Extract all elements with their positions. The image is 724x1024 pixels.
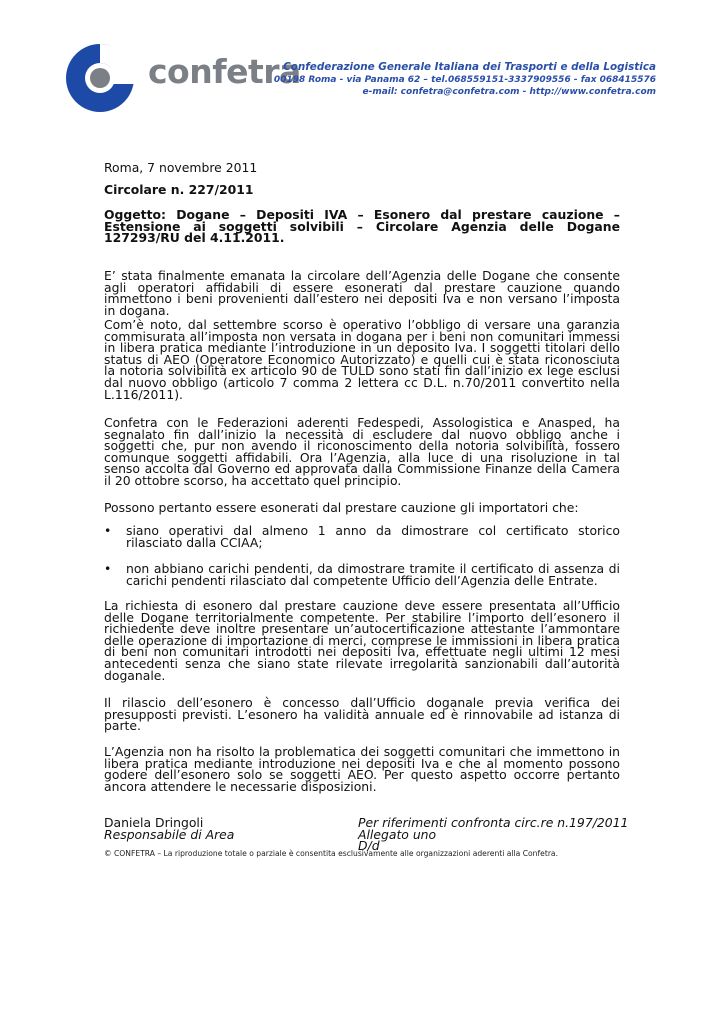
bullet-text: non abbiano carichi pendenti, da dimostrare tramite il certificato di assenza di carichi pendenti rilasciato dal competente Ufficio dell’Agenzia delle Entrate. — [126, 561, 620, 588]
paragraph-7: L’Agenzia non ha risolto la problematica dei soggetti comunitari che immettono in libera pratica mediante introduzione nei depositi Iva e che al momento possono godere dell’esonero solo se soggetti AEO. Per questo aspetto occorre pertanto ancora attendere le necessarie disposizioni. — [104, 744, 620, 794]
reference-block — [358, 817, 628, 852]
paragraph-5: La richiesta di esonero dal prestare cauzione deve essere presentata all’Ufficio delle Dogane territorialmente competente. Per stabilire l’importo dell’esonero il richiedente deve inoltre presentare un’autocertificazione attestante l’ammontare delle operazione di importazione di merci, comprese le immissioni in libera pratica di beni non comunitari introdotti nei depositi Iva, effettuate negli ultimi 12 mesi antecedenti senza che siano state rilevate irregolarità sanzionabili dall’autorità doganale. — [104, 598, 620, 683]
paragraph-6: Il rilascio dell’esonero è concesso dall’Ufficio doganale previa verifica dei presupposti previsti. L’esonero ha validità annuale ed è rinnovabile ad istanza di parte. — [104, 695, 620, 734]
copyright-footer: © CONFETRA – La riproduzione totale o parziale è consentita esclusivamente alle organizzazioni aderenti alla Confetra. — [104, 849, 559, 858]
bullet-marker: • — [104, 523, 112, 538]
letter-subject: Oggetto: Dogane – Depositi IVA – Esonero dal prestare cauzione – Estensione ai soggetti solvibili – Circolare Agenzia delle Dogane 127293/RU del 4.11.2011. — [104, 207, 620, 246]
logo-wordmark: confetra — [148, 52, 301, 91]
bullet-item — [104, 563, 620, 586]
reference-note: Per riferimenti confronta circ.re n.197/2011 — [358, 815, 629, 830]
paragraph-4: Possono pertanto essere esonerati dal prestare cauzione gli importatori che: — [104, 500, 579, 515]
paragraph-1: E’ stata finalmente emanata la circolare dell’Agenzia delle Dogane che consente agli operatori affidabili di essere esonerati dal prestare cauzione quando immettono i beni provenienti dall’estero nei depositi Iva e non versano l’imposta in dogana. — [104, 268, 620, 318]
bullet-text: siano operativi dal almeno 1 anno da dimostrare col certificato storico rilasciato dalla CCIAA; — [126, 523, 620, 550]
signature-block — [104, 817, 234, 840]
letter-date: Roma, 7 novembre 2011 — [104, 160, 258, 175]
organization-address: 00198 Roma - via Panama 62 – tel.068559151-3337909556 - fax 068415576 — [273, 75, 656, 85]
paragraph-3: Confetra con le Federazioni aderenti Fedespedi, Assologistica e Anasped, ha segnalato fin dall’inizio la necessità di escludere dal nuovo obbligo anche i soggetti che, pur non avendo il riconoscimento della notoria solvibilità, fossero comunque soggetti affidabili. Ora l’Agenzia, alla luce di una risoluzione in tal senso accolta dal Governo ed approvata dalla Commissione Finanze della Camera il 20 ottobre scorso, ha accettato quel principio. — [104, 415, 620, 488]
circular-number: Circolare n. 227/2011 — [104, 182, 254, 197]
bullet-marker: • — [104, 561, 112, 576]
bullet-item — [104, 525, 620, 548]
initials: D/d — [358, 838, 380, 854]
paragraph-2: Com’è noto, dal settembre scorso è operativo l’obbligo di versare una garanzia commisurata all’imposta non versata in dogana per i beni non comunitari immessi in libera pratica mediante l’introduzione in un deposito Iva. I soggetti titolari dello status di AEO (Operatore Economico Autorizzato) e quelli cui è stata riconosciuta la notoria solvibilità ex articolo 90 de TULD sono stati fin dall’inizio ex lege esclusi dal nuovo obbligo (articolo 7 comma 2 lettera cc D.L. n.70/2011 convertito nella L.116/2011). — [104, 317, 620, 402]
organization-contacts: e-mail: confetra@confetra.com - http://www.confetra.com — [362, 87, 656, 97]
letterhead-info — [274, 61, 656, 98]
signer-role: Responsabile di Area — [104, 826, 235, 842]
signer-name: Daniela Dringoli — [104, 815, 204, 830]
attachment-note: Allegato uno — [358, 826, 437, 842]
organization-name: Confederazione Generale Italiana dei Trasporti e della Logistica — [283, 61, 656, 73]
